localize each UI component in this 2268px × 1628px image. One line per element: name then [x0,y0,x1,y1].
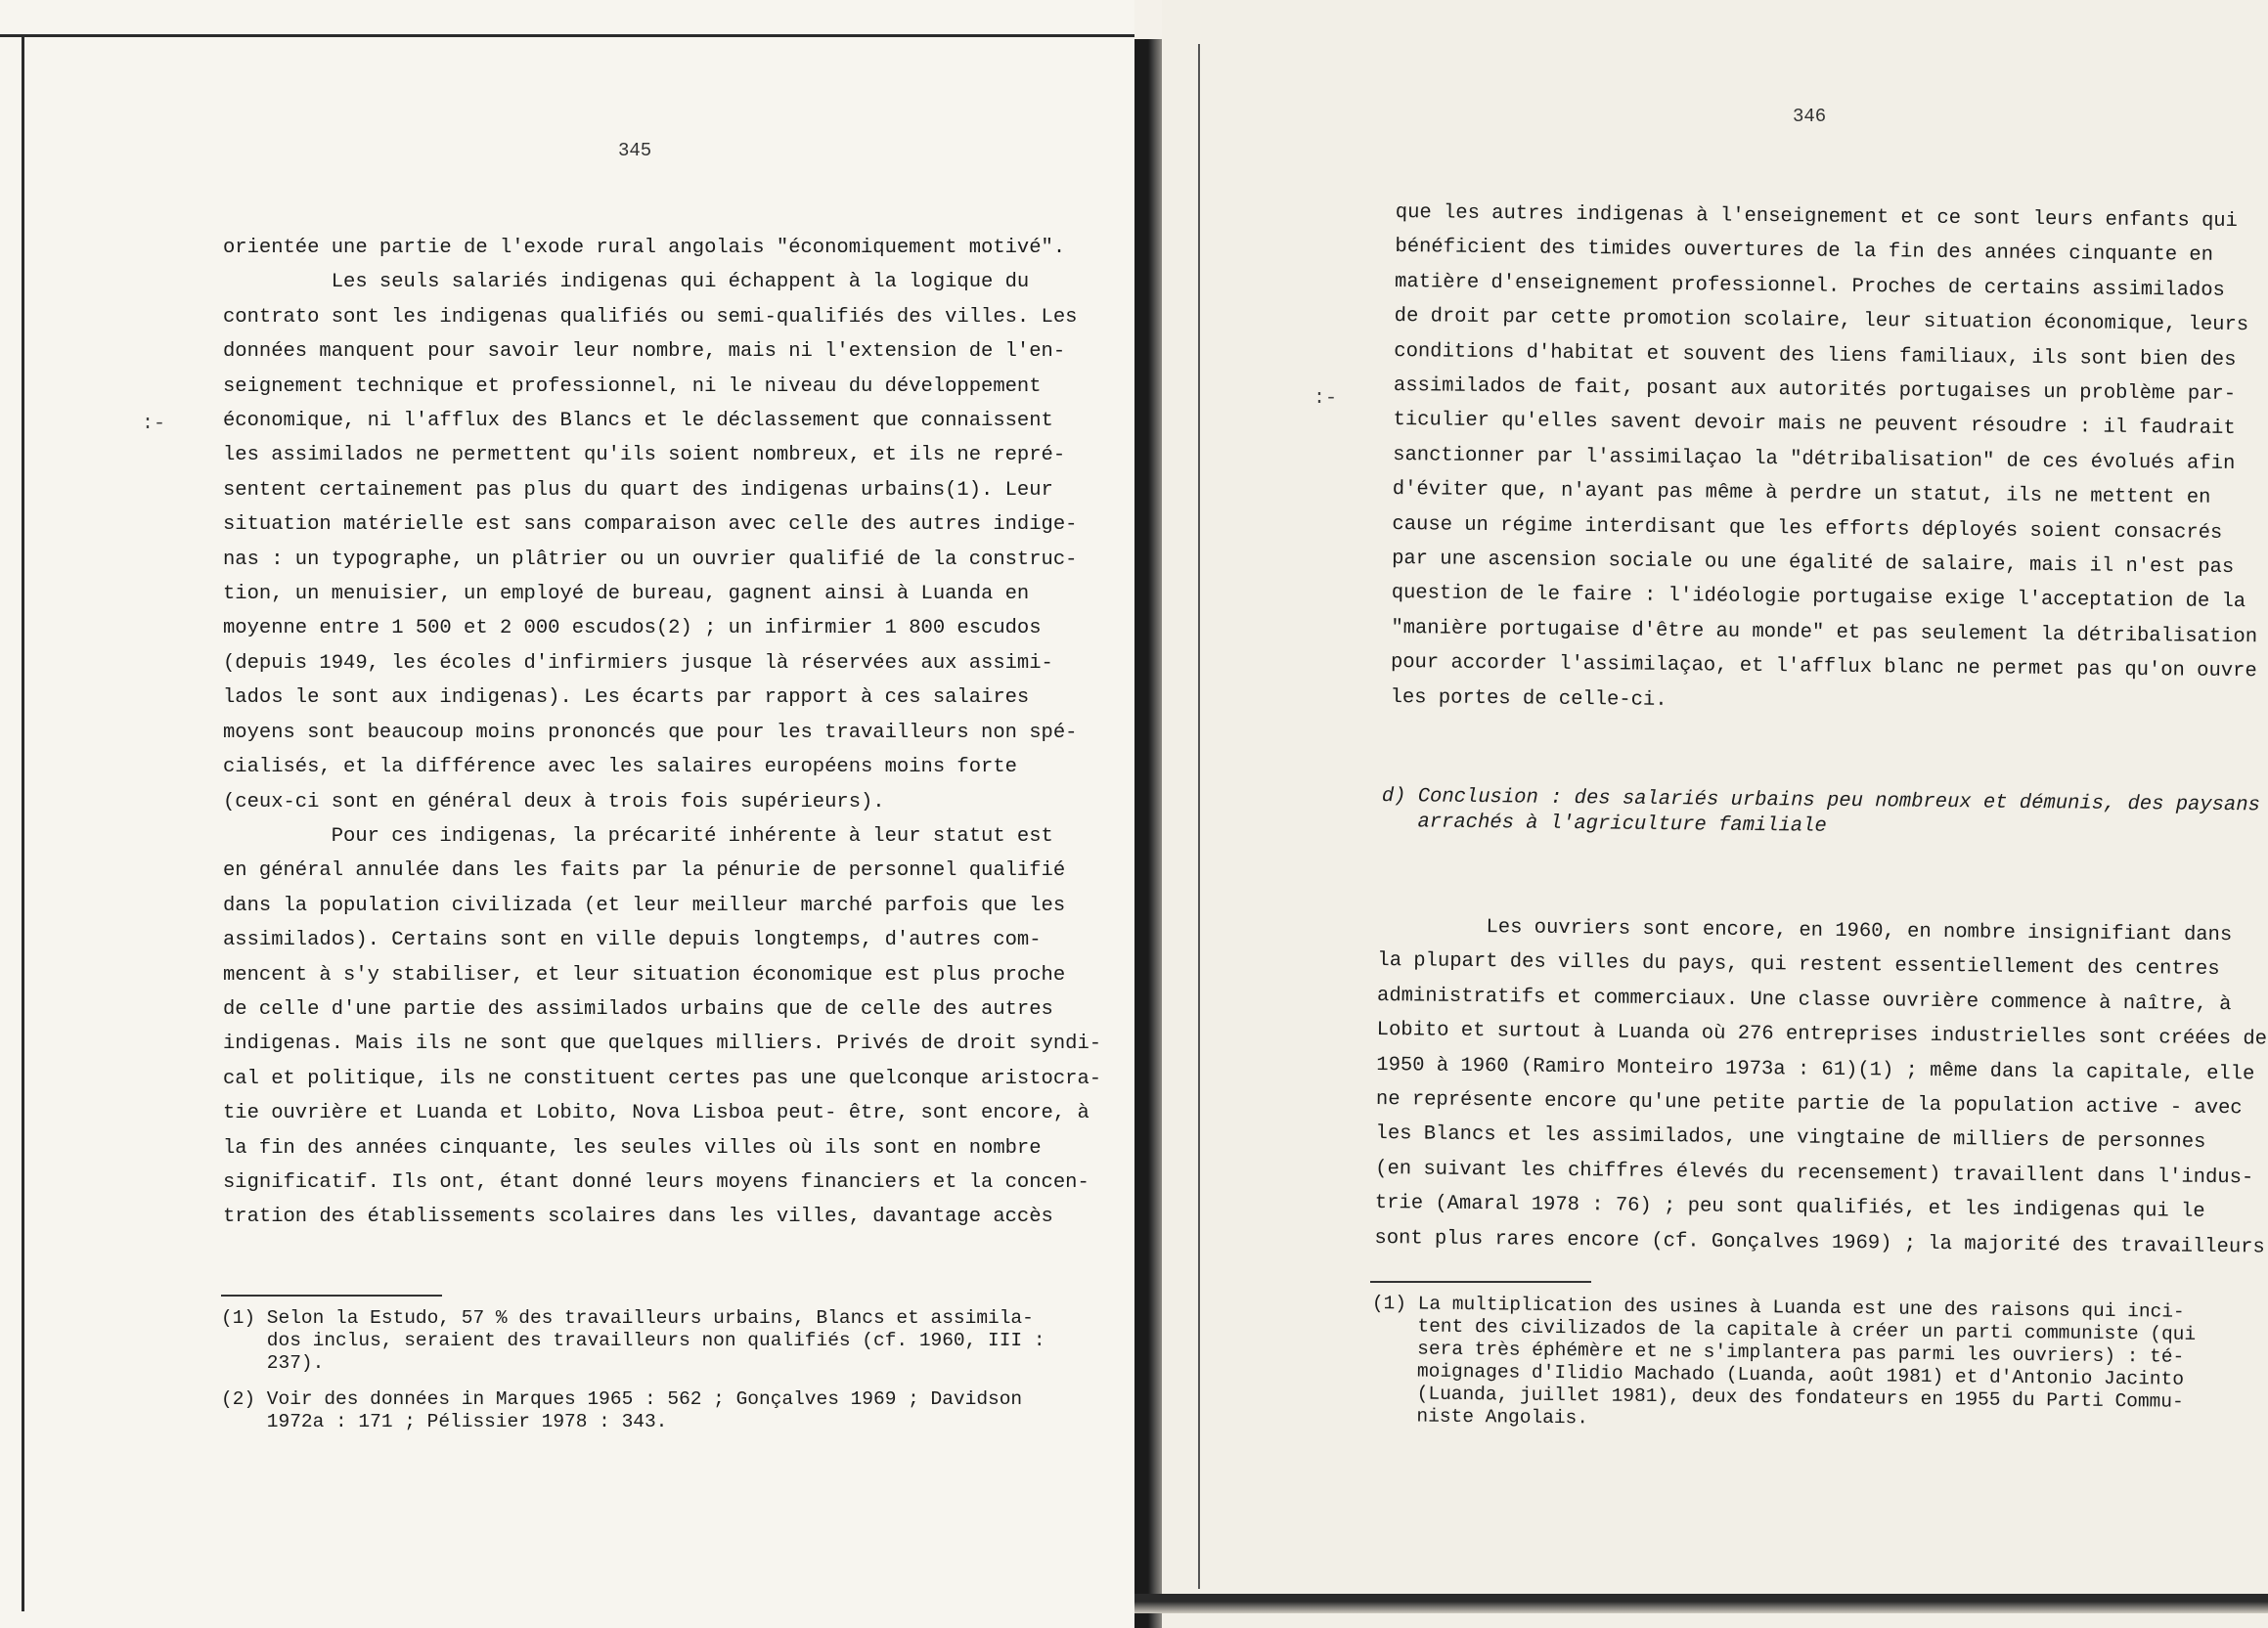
text-line: orientée une partie de l'exode rural angolais "économiquement motivé". [223,237,1066,259]
text-line: contrato sont les indigenas qualifiés ou semi-qualifiés des villes. Les [223,305,1078,329]
text-line: (en suivant les chiffres élevés du recensement) travaillent dans l'indus- [1375,1157,2254,1190]
left-footnote-rule [221,1295,442,1297]
text-line: tie ouvrière et Luanda et Lobito, Nova Lisboa peut- être, sont encore, à [223,1102,1090,1125]
text-line: moyenne entre 1 500 et 2 000 escudos(2) ; un infirmier 1 800 escudos [223,617,1042,640]
left-footnote-2: (2) Voir des données in Marques 1965 : 562 ; Gonçalves 1969 ; Davidson 1972a : 171 ; Pélissier 1978 : 343. [221,1388,1023,1432]
left-footnote-1: (1) Selon la Estudo, 57 % des travailleurs urbains, Blancs et assimila- dos inclus, seraient des travailleurs non qualifiés (cf. 1960, III : 237). [221,1307,1045,1374]
text-line: question de le faire : l'idéologie portugaise exige l'acceptation de la [1391,582,2246,614]
text-line: d'éviter que, n'ayant pas même à perdre un statut, ils ne mettent en [1392,478,2211,509]
text-line: les assimilados ne permettent qu'ils soient nombreux, et ils ne repré- [223,444,1066,467]
text-line: (depuis 1949, les écoles d'infirmiers jusque là réservées aux assimi- [223,651,1053,675]
text-line: trie (Amaral 1978 : 76) ; peu sont qualifiés, et les indigenas qui le [1374,1192,2205,1224]
text-line: "manière portugaise d'être au monde" et pas seulement la détribalisation [1391,616,2258,649]
text-line: cialisés, et la différence avec les salaires européens moins forte [223,756,1017,779]
text-line: que les autres indigenas à l'enseignement et ce sont leurs enfants qui [1395,200,2239,234]
text-line: (ceux-ci sont en général deux à trois fois supérieurs). [223,790,885,814]
right-page-bottom-edge [1134,1594,2268,1613]
text-line: 1950 à 1960 (Ramiro Monteiro 1973a : 61)(1) ; même dans la capitale, elle [1376,1053,2255,1086]
text-line: par une ascension sociale ou une égalité de salaire, mais il n'est pas [1391,548,2235,580]
text-line: bénéficient des timides ouvertures de la fin des années cinquante en [1395,236,2214,268]
text-line: moyens sont beaucoup moins prononcés que pour les travailleurs non spé- [223,721,1078,744]
margin-mark-left: :- [142,413,166,435]
text-line: sont plus rares encore (cf. Gonçalves 1969) ; la majorité des travailleurs [1374,1226,2265,1259]
text-line: sanctionner par l'assimilaçao la "détribalisation" de ces évolués afin [1393,443,2236,475]
right-footnote-1: (1) La multiplication des usines à Luanda est une des raisons qui inci- tent des civilizados de la capitale à créer un parti communiste (qui sera très éphémère et ne s'implantera pas parmi les ouvriers) : té- moignages d'Ilidio Machado (Luanda, août 1981) et d'Antonio Jacinto (Luanda, juillet 1981), deux des fondateurs en 1955 du Parti Commu- niste Angolais. [1370,1293,2197,1430]
text-line: mencent à s'y stabiliser, et leur situation économique est plus proche [223,963,1066,987]
text-line: matière d'enseignement professionnel. Proches de certains assimilados [1394,270,2225,302]
text-line: pour accorder l'assimilaçao, et l'afflux blanc ne permet pas qu'on ouvre [1390,651,2257,683]
text-line: en général annulée dans les faits par la pénurie de personnel qualifié [223,859,1066,883]
text-line: la plupart des villes du pays, qui restent essentiellement des centres [1377,949,2220,982]
text-line: de droit par cette promotion scolaire, leur situation économique, leurs [1394,305,2249,337]
text-line: les portes de celle-ci. [1390,685,1668,712]
text-line: de celle d'une partie des assimilados urbains que de celle des autres [223,997,1053,1021]
text-line: assimilados de fait, posant aux autorités portugaises un problème par- [1393,374,2237,407]
text-line: nas : un typographe, un plâtrier ou un ouvrier qualifié de la construc- [223,548,1078,571]
text-line: seignement technique et professionnel, ni le niveau du développement [223,374,1042,398]
text-line: assimilados). Certains sont en ville depuis longtemps, d'autres com- [223,929,1042,952]
right-page-inner-edge [1198,44,1200,1589]
text-line: indigenas. Mais ils ne sont que quelques milliers. Privés de droit syndi- [223,1033,1102,1056]
text-line: situation matérielle est sans comparaison avec celle des autres indige- [223,513,1078,537]
text-line: conditions d'habitat et souvent des liens familiaux, ils sont bien des [1394,339,2237,372]
text-line: Les seuls salariés indigenas qui échappent à la logique du [223,271,1030,294]
right-page-number: 346 [1793,106,1827,127]
text-line: tion, un menuisier, un employé de bureau, gagnent ainsi à Luanda en [223,583,1030,606]
text-line: cal et politique, ils ne constituent certes pas une quelconque aristocra- [223,1067,1102,1090]
text-line: Pour ces indigenas, la précarité inhérente à leur statut est [223,824,1053,848]
margin-mark-right: :- [1313,387,1338,410]
text-line: cause un régime interdisant que les efforts déployés soient consacrés [1392,512,2223,545]
text-line: données manquent pour savoir leur nombre, mais ni l'extension de l'en- [223,340,1066,364]
right-footnote-rule [1370,1281,1591,1283]
left-page-number: 345 [618,140,652,161]
text-line: économique, ni l'afflux des Blancs et le déclassement que connaissent [223,410,1053,433]
text-line: dans la population civilizada (et leur meilleur marché parfois que les [223,894,1066,917]
text-line: la fin des années cinquante, les seules villes où ils sont en nombre [223,1136,1042,1160]
text-line: Lobito et surtout à Luanda où 276 entreprises industrielles sont créées de [1376,1019,2268,1051]
left-page-side-edge [22,37,24,1611]
text-line: Les ouvriers sont encore, en 1960, en nombre insignifiant dans [1377,914,2233,947]
text-line: significatif. Ils ont, étant donné leurs moyens financiers et la concen- [223,1170,1090,1194]
book-spine [1134,39,1162,1628]
right-page-body [1390,196,2261,724]
text-line: ne représente encore qu'une petite partie de la population active - avec [1375,1088,2243,1121]
text-line: sentent certainement pas plus du quart des indigenas urbains(1). Leur [223,478,1053,502]
text-line: administratifs et commerciaux. Une classe ouvrière commence à naître, à [1376,984,2232,1016]
right-page-body-2 [1374,909,2268,1265]
left-page-body [223,231,1101,1235]
left-page-top-edge [0,34,1134,37]
text-line: les Blancs et les assimilados, une vingtaine de milliers de personnes [1375,1122,2206,1155]
text-line: ticulier qu'elles savent devoir mais ne peuvent résoudre : il faudrait [1393,409,2236,441]
text-line: tration des établissements scolaires dans les villes, davantage accès [223,1206,1053,1229]
text-line: lados le sont aux indigenas). Les écarts par rapport à ces salaires [223,686,1030,710]
section-heading: d) Conclusion : des salariés urbains peu nombreux et démunis, des paysans arrachés à l'agriculture familiale [1381,784,2260,838]
